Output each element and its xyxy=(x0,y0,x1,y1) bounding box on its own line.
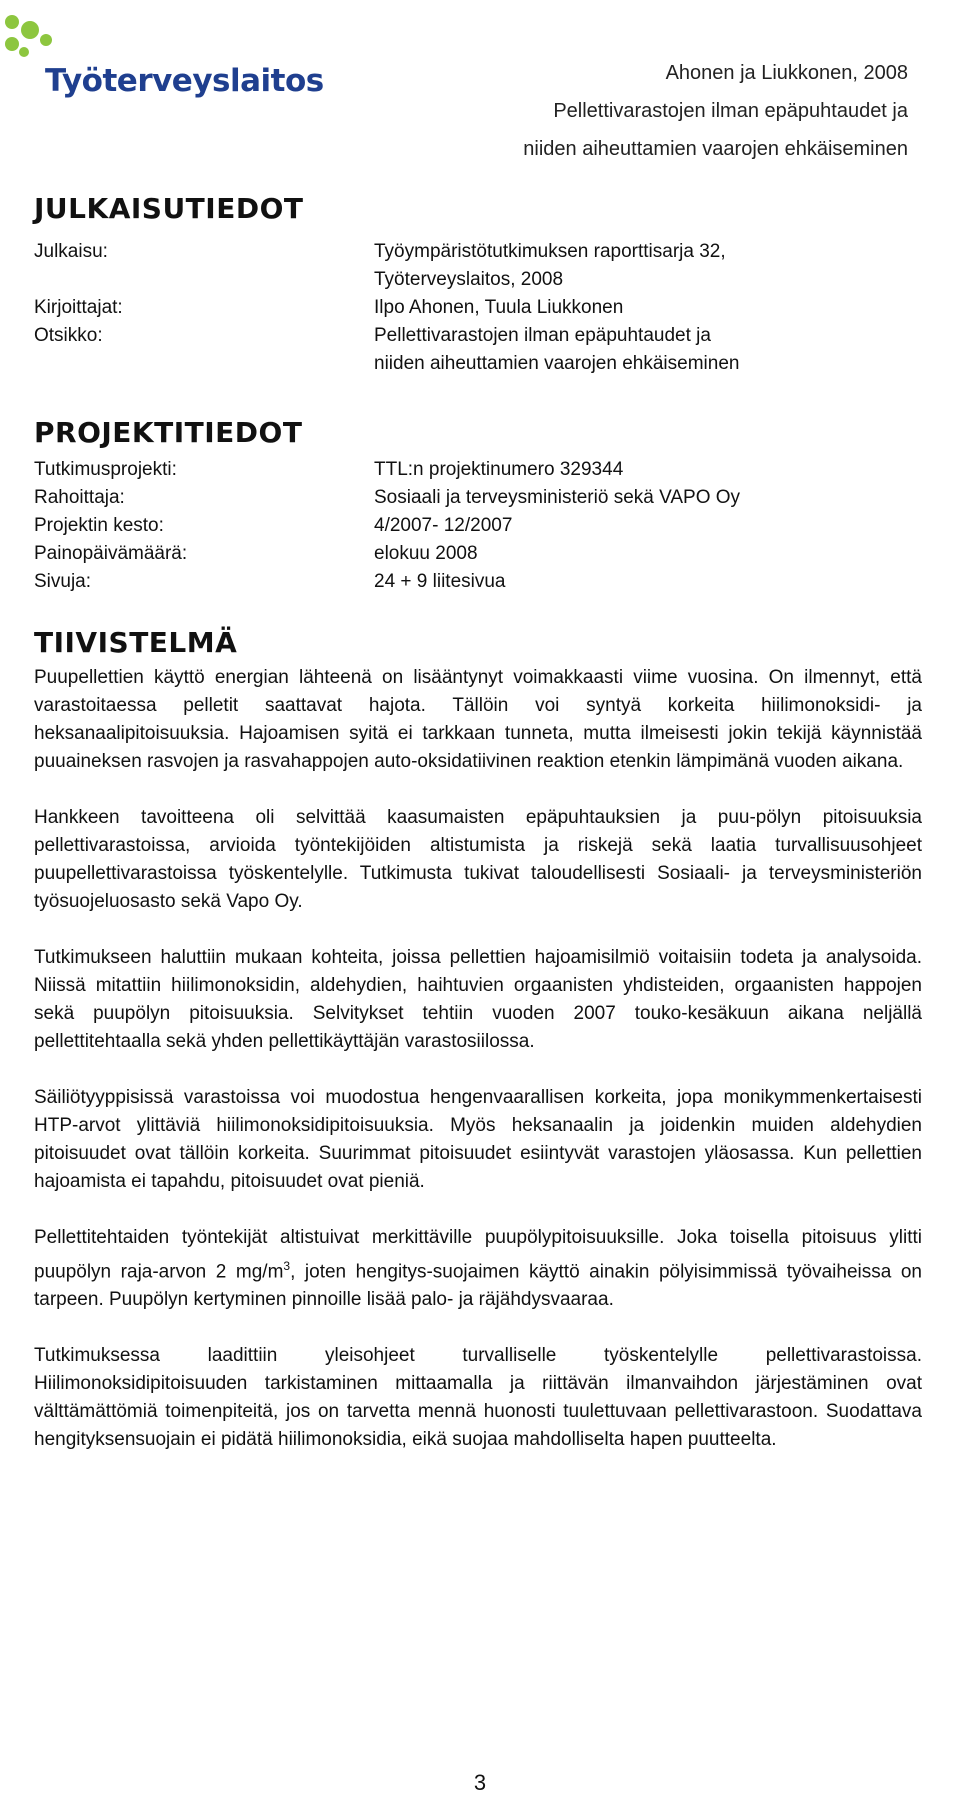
running-header-line: Ahonen ja Liukkonen, 2008 xyxy=(665,62,908,84)
field-value: TTL:n projektinumero 329344 xyxy=(374,459,624,480)
project-info xyxy=(34,456,914,596)
field-value: Sosiaali ja terveysministeriö sekä VAPO Oy xyxy=(374,487,741,508)
field-label: Julkaisu: xyxy=(34,241,108,262)
publication-row xyxy=(34,238,914,266)
page-number: 3 xyxy=(473,1770,487,1795)
field-value: 4/2007- 12/2007 xyxy=(374,515,513,536)
publication-row xyxy=(34,322,914,350)
field-label: Kirjoittajat: xyxy=(34,297,123,318)
project-row xyxy=(34,568,914,596)
field-label: Rahoittaja: xyxy=(34,487,125,508)
project-row xyxy=(34,512,914,540)
project-row xyxy=(34,540,914,568)
project-row xyxy=(34,456,914,484)
section-heading-tiivistelma: TIIVISTELMÄ xyxy=(34,626,238,659)
field-value: Työterveyslaitos, 2008 xyxy=(374,269,564,290)
field-label: Sivuja: xyxy=(34,571,92,592)
field-value: Ilpo Ahonen, Tuula Liukkonen xyxy=(374,297,624,318)
field-label: Painopäivämäärä: xyxy=(34,543,188,564)
abstract-paragraph: Tutkimuksessa laadittiin yleisohjeet turvalliselle työskentelylle pellettivarastoissa. Hiilimonoksidipitoisuuden tarkistaminen mittaamalla ja riittävän ilmanvaihdon järjestäminen ovat välttämättömiä toimenpiteitä, jos on tarvetta mennä huonosti tuulettuvaan pellettivarastoon. Suodattava hengityksensuojain ei pidätä hiilimonoksidia, eikä suojaa mahdolliselta hapen puutteelta. xyxy=(34,1345,922,1451)
publication-row xyxy=(34,266,914,294)
field-value: Työympäristötutkimuksen raporttisarja 32, xyxy=(374,241,726,262)
abstract-paragraph: Puupellettien käyttö energian lähteenä on lisääntynyt voimakkaasti viime vuosina. On ilmennyt, että varastoitaessa pelletit saattavat hajota. Tällöin voi syntyä korkeita hiilimonoksidi- ja heksanaalipitoisuuksia. Hajoamisen syitä ei tarkkaan tunneta, mutta ilmeisesti jokin tekijä käynnistää puuaineksen rasvojen ja rasvahappojen auto-oksidatiivinen reaktion etenkin lämpimänä vuoden aikana. xyxy=(34,667,922,772)
field-label: Tutkimusprojekti: xyxy=(34,459,177,480)
publication-row xyxy=(34,350,914,378)
field-value: elokuu 2008 xyxy=(374,543,478,564)
section-heading-julkaisutiedot: JULKAISUTIEDOT xyxy=(34,192,304,225)
field-value: niiden aiheuttamien vaarojen ehkäiseminen xyxy=(374,353,740,374)
running-header-line: Pellettivarastojen ilman epäpuhtaudet ja xyxy=(553,100,908,122)
superscript: 3 xyxy=(283,1259,291,1273)
field-label xyxy=(34,266,374,294)
running-header-line: niiden aiheuttamien vaarojen ehkäiseminen xyxy=(523,138,908,160)
abstract-paragraph: Säiliötyyppisissä varastoissa voi muodostua hengenvaarallisen korkeita, jopa monikymmenkertaisesti HTP-arvot ylittäviä hiilimonoksidipitoisuuksia. Myös heksanaalin ja joidenkin muiden aldehydien pitoisuudet ovat tällöin korkeita. Suurimmat pitoisuudet esiintyvät varastojen yläosassa. Kun pellettien hajoamista ei tapahdu, pitoisuudet ovat pieniä. xyxy=(34,1087,922,1192)
abstract-paragraph xyxy=(34,1224,922,1314)
project-row xyxy=(34,484,914,512)
abstract-body xyxy=(34,664,922,1482)
abstract-paragraph: Hankkeen tavoitteena oli selvittää kaasumaisten epäpuhtauksien ja puu-pölyn pitoisuuksia pellettivarastoissa, arvioida työntekijöiden altistumista ja riskejä sekä laatia turvallisuusohjeet puupellettivarastoissa työskentelylle. Tutkimusta tukivat taloudellisesti Sosiaali- ja terveysministeriön työsuojeluosasto sekä Vapo Oy. xyxy=(34,807,922,912)
logo-wordmark: Työterveyslaitos xyxy=(45,63,324,99)
publication-info xyxy=(34,238,914,378)
ttl-logo xyxy=(0,8,324,103)
running-header xyxy=(523,54,908,168)
field-value: Pellettivarastojen ilman epäpuhtaudet ja xyxy=(374,325,711,346)
field-label: Projektin kesto: xyxy=(34,515,164,536)
field-label xyxy=(34,350,374,378)
paragraph-text: Pellettitehtaiden työntekijät altistuivat merkittäville puupölypitoisuuksille. Joka toisella pitoisuus ylitti puupölyn raja-arvon 2 mg/m xyxy=(34,1227,922,1283)
section-heading-projektitiedot: PROJEKTITIEDOT xyxy=(34,416,303,449)
field-label: Otsikko: xyxy=(34,325,103,346)
abstract-paragraph: Tutkimukseen haluttiin mukaan kohteita, joissa pellettien hajoamisilmiö voitaisiin todeta ja analysoida. Niissä mitattiin hiilimonoksidin, aldehydien, haihtuvien orgaanisten yhdisteiden, orgaanisten happojen sekä puupölyn pitoisuuksia. Selvitykset tehtiin vuoden 2007 touko-kesäkuun aikana neljällä pellettitehtaalla sekä yhden pellettikäyttäjän varastosiilossa. xyxy=(34,947,922,1052)
field-value: 24 + 9 liitesivua xyxy=(374,571,506,592)
paragraph-text: , joten hengitys-suojaimen käyttö ainakin pölyisimmissä työvaiheissa on tarpeen. Puupölyn kertyminen pinnoille lisää palo- ja räjähdysvaaraa. xyxy=(34,1261,922,1311)
publication-row xyxy=(34,294,914,322)
